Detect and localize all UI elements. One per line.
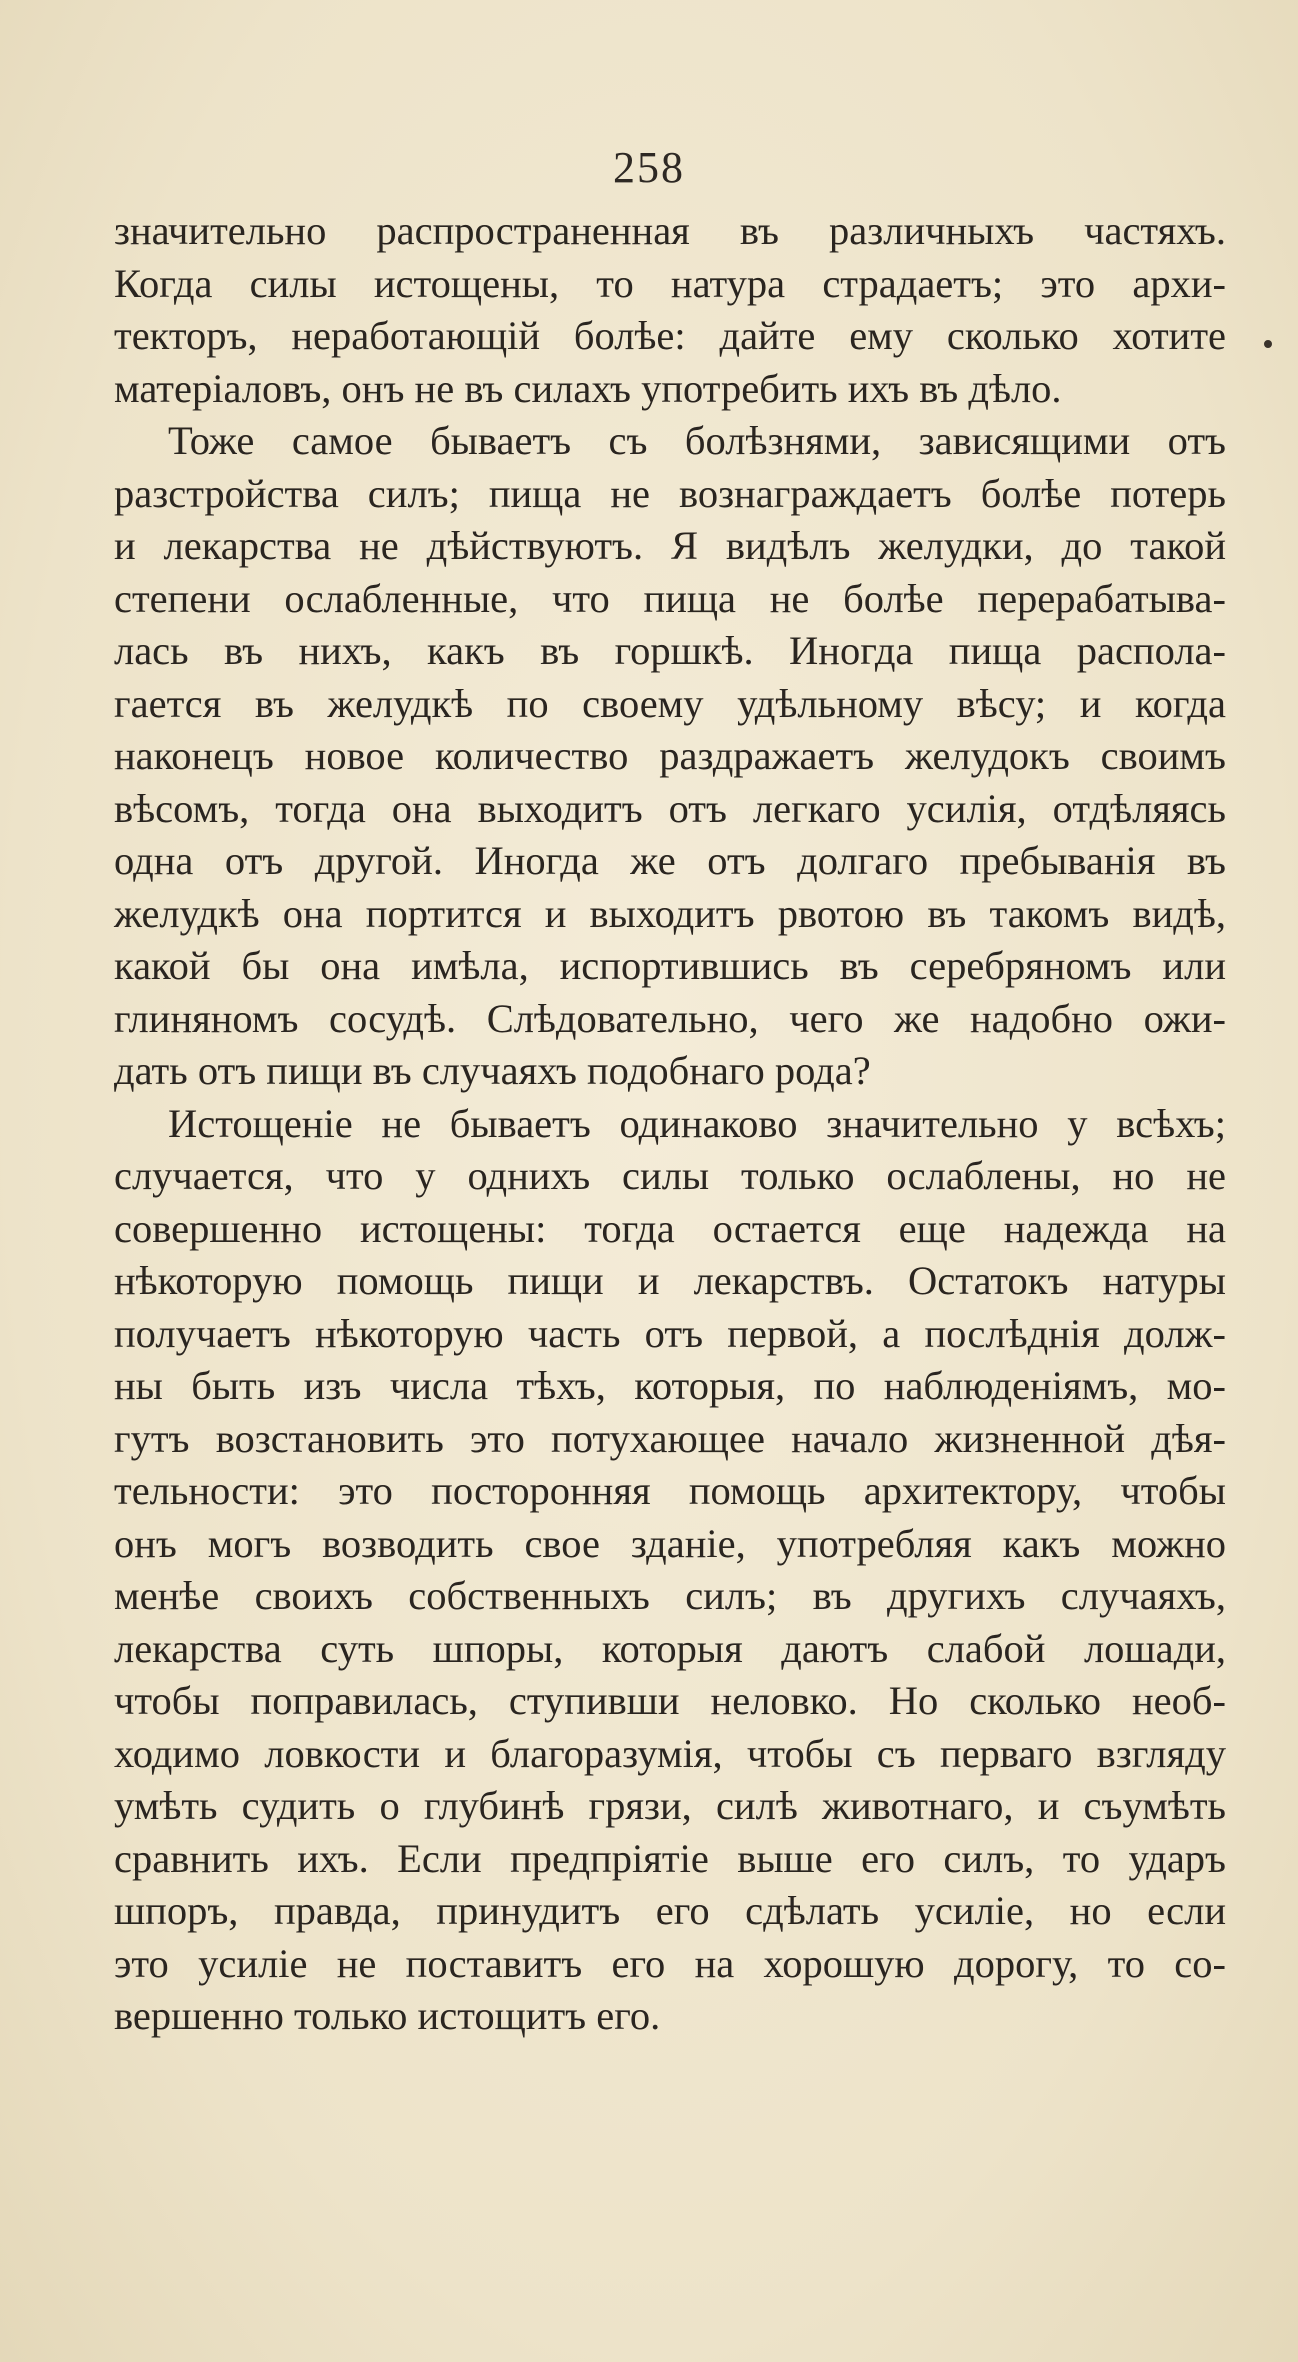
text-line: Когда силы истощены, то натура страдаетъ; это архи- <box>114 260 1226 306</box>
text-line: ны быть изъ числа тѣхъ, которыя, по наблюденіямъ, мо- <box>114 1363 1226 1408</box>
text-line: тельности: это посторонняя помощь архитектору, чтобы <box>114 1468 1226 1513</box>
text-line: какой бы она имѣла, испортившись въ серебряномъ или <box>114 943 1226 988</box>
text-line: Истощеніе не бываетъ одинаково значительно у всѣхъ; <box>168 1100 1226 1146</box>
text-line: случается, что у однихъ силы только ослаблены, но не <box>114 1153 1226 1198</box>
text-line: получаетъ нѣкоторую часть отъ первой, а послѣднія долж- <box>114 1310 1226 1356</box>
text-line: желудкѣ она портится и выходитъ рвотою въ такомъ видѣ, <box>114 890 1226 936</box>
text-line: лась въ нихъ, какъ въ горшкѣ. Иногда пища распола- <box>114 628 1226 673</box>
text-line: вершенно только истощитъ его. <box>114 1993 661 2038</box>
text-line: наконецъ новое количество раздражаетъ желудокъ своимъ <box>114 733 1226 778</box>
text-line: менѣе своихъ собственныхъ силъ; въ другихъ случаяхъ, <box>114 1573 1226 1618</box>
text-line: матеріаловъ, онъ не въ силахъ употребить ихъ въ дѣло. <box>114 365 1062 411</box>
text-line: шпоръ, правда, принудитъ его сдѣлать усиліе, но если <box>114 1888 1226 1933</box>
text-line: онъ могъ возводить свое зданіе, употребляя какъ можно <box>114 1520 1226 1566</box>
paragraph <box>114 205 1226 415</box>
text-line: текторъ, неработающій болѣе: дайте ему сколько хотите <box>114 313 1226 358</box>
text-line: сравнить ихъ. Если предпріятіе выше его силъ, то ударъ <box>114 1835 1226 1881</box>
text-line: Тоже самое бываетъ съ болѣзнями, зависящими отъ <box>168 418 1226 463</box>
text-line: ходимо ловкости и благоразумія, чтобы съ перваго взгляду <box>114 1730 1226 1776</box>
text-line: разстройства силъ; пища не вознаграждаетъ болѣе потерь <box>114 470 1226 516</box>
text-line: вѣсомъ, тогда она выходитъ отъ легкаго усилія, отдѣляясь <box>114 785 1226 831</box>
margin-ink-dot <box>1264 340 1272 348</box>
text-line: одна отъ другой. Иногда же отъ долгаго пребыванія въ <box>114 838 1226 883</box>
text-line: гутъ возстановить это потухающее начало жизненной дѣя- <box>114 1415 1226 1461</box>
text-line: лекарства суть шпоры, которыя даютъ слабой лошади, <box>114 1625 1226 1671</box>
text-line: степени ослабленные, что пища не болѣе перерабатыва- <box>114 575 1226 621</box>
text-line: нѣкоторую помощь пищи и лекарствъ. Остатокъ натуры <box>114 1258 1226 1303</box>
text-line: дать отъ пищи въ случаяхъ подобнаго рода? <box>114 1048 871 1093</box>
paragraph <box>114 415 1226 1098</box>
text-line: гается въ желудкѣ по своему удѣльному вѣсу; и когда <box>114 680 1226 726</box>
body-text <box>114 205 1226 2043</box>
page-number: 258 <box>613 143 685 192</box>
text-line: умѣть судить о глубинѣ грязи, силѣ животнаго, и съумѣть <box>114 1783 1226 1828</box>
text-line: это усиліе не поставитъ его на хорошую дорогу, то со- <box>114 1940 1226 1986</box>
text-line: значительно распространенная въ различныхъ частяхъ. <box>114 208 1226 253</box>
paragraph <box>114 1098 1226 2043</box>
text-line: совершенно истощены: тогда остается еще надежда на <box>114 1205 1226 1251</box>
text-line: чтобы поправилась, ступивши неловко. Но сколько необ- <box>114 1678 1226 1723</box>
text-line: и лекарства не дѣйствуютъ. Я видѣлъ желудки, до такой <box>114 523 1226 568</box>
text-line: глиняномъ сосудѣ. Слѣдовательно, чего же надобно ожи- <box>114 995 1226 1041</box>
